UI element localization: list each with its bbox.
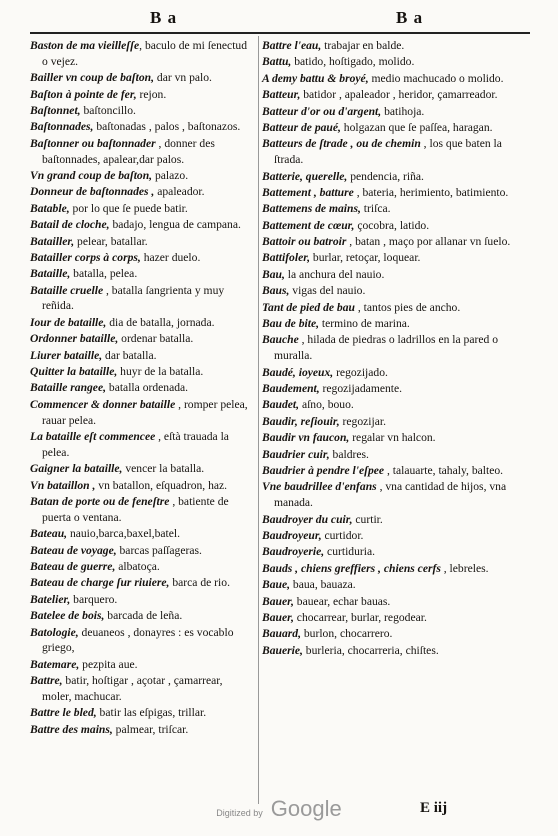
dictionary-entry	[30, 136, 254, 168]
entry-headword: Bateau,	[30, 527, 68, 541]
dictionary-entry	[262, 479, 530, 511]
dictionary-entry	[30, 494, 254, 526]
entry-definition: batir las eſpigas, trillar.	[96, 706, 207, 720]
entry-headword: Iour de bataille,	[30, 315, 107, 329]
entry-definition: regozijadamente.	[319, 382, 403, 396]
entry-definition: , talauarte, tahaly, balteo.	[384, 463, 504, 477]
dictionary-entry	[30, 364, 254, 380]
entry-definition: deuaneos , donayres : es vocablo griego,	[42, 625, 234, 655]
header-rule	[30, 32, 530, 34]
dictionary-entry	[262, 610, 530, 626]
entry-headword: Batteurs de ſtrade , ou de chemin	[262, 137, 421, 151]
entry-headword: Bauerie,	[262, 643, 303, 657]
entry-definition: regozijado.	[333, 365, 388, 379]
dictionary-entry	[30, 331, 254, 347]
entry-headword: Baudrier à pendre l'eſpee	[262, 463, 385, 477]
entry-definition: vn batallon, eſquadron, haz.	[95, 478, 228, 492]
dictionary-entry	[262, 54, 530, 70]
dictionary-entry	[30, 87, 254, 103]
entry-definition: holgazan que ſe paſſea, haragan.	[340, 120, 493, 134]
entry-headword: Battoir ou batroir	[262, 235, 347, 249]
dictionary-entry	[30, 397, 254, 429]
dictionary-entry	[30, 478, 254, 494]
entry-definition: , batiente de puerta o ventana.	[42, 494, 229, 524]
entry-headword: Battement , batture	[262, 185, 354, 199]
watermark-brand: Google	[270, 796, 342, 821]
entry-definition: batir, hoſtigar , açotar , çamarrear, moler, machucar.	[42, 674, 223, 703]
left-column	[30, 38, 254, 738]
entry-definition: baſtoncillo.	[80, 103, 136, 117]
entry-headword: Baudet,	[262, 398, 300, 412]
dictionary-entry	[262, 626, 530, 642]
entry-headword: Gaigner la bataille,	[30, 462, 123, 476]
dictionary-entry	[30, 559, 254, 575]
entry-headword: Battre,	[30, 674, 63, 688]
entry-headword: Batail de cloche,	[30, 218, 110, 232]
entry-definition: , vna cantidad de hijos, vna manada.	[274, 480, 507, 510]
entry-definition: ordenar batalla.	[118, 332, 194, 346]
dictionary-entry	[262, 250, 530, 266]
entry-headword: Donneur de baſtonnades ,	[30, 185, 155, 199]
entry-definition: , batan , maço por allanar vn ſuelo.	[346, 235, 511, 249]
dictionary-entry	[262, 136, 530, 168]
entry-headword: Bauer,	[262, 610, 294, 624]
entry-headword: La bataille eſt commencee	[30, 430, 156, 443]
entry-headword: Batelee de bois,	[30, 609, 105, 623]
dictionary-entry	[262, 283, 530, 299]
entry-headword: Baue,	[262, 578, 291, 592]
dictionary-entry	[30, 722, 254, 738]
entry-headword: Bateau de voyage,	[30, 543, 117, 557]
dictionary-entry	[262, 169, 530, 185]
entry-definition: barca de rio.	[169, 576, 230, 590]
entry-definition: , hilada de piedras o ladrillos en la pared o muralla.	[274, 333, 498, 363]
entry-headword: Ordonner bataille,	[30, 332, 119, 346]
dictionary-entry	[30, 608, 254, 624]
signature-mark: E iij	[420, 800, 448, 816]
entry-definition: burleria, chocarreria, chiſtes.	[302, 643, 439, 657]
entry-headword: Bateau de guerre,	[30, 559, 116, 573]
dictionary-entry	[30, 348, 254, 364]
entry-definition: palmear, triſcar.	[112, 722, 189, 736]
dictionary-entry	[30, 315, 254, 331]
dictionary-entry	[30, 119, 254, 135]
entry-definition: batalla, pelea.	[70, 267, 138, 281]
dictionary-entry	[262, 104, 530, 120]
dictionary-entry	[262, 447, 530, 463]
entry-definition: huyr de la batalla.	[117, 365, 204, 379]
entry-definition: pelear, batallar.	[74, 234, 148, 248]
entry-headword: Quitter la bataille,	[30, 365, 118, 379]
entry-headword: Bau,	[262, 267, 285, 281]
entry-definition: por lo que ſe puede batir.	[69, 201, 188, 215]
entry-headword: Bailler vn coup de baſton,	[30, 71, 154, 85]
entry-headword: Battre l'eau,	[262, 39, 322, 52]
dictionary-entry	[30, 283, 254, 315]
dictionary-entry	[30, 575, 254, 591]
dictionary-entry	[30, 70, 254, 86]
entry-headword: Vne baudrillee d'enfans	[262, 480, 377, 494]
entry-definition: curtidor.	[321, 528, 364, 542]
dictionary-entry	[30, 217, 254, 233]
dictionary-entry	[262, 316, 530, 332]
entry-headword: Baſtonnet,	[30, 103, 81, 117]
dictionary-entry	[262, 71, 530, 87]
entry-definition: , lebreles.	[440, 561, 489, 575]
entry-definition: dar vn palo.	[154, 71, 212, 85]
right-column	[262, 38, 530, 659]
entry-headword: Battifoler,	[262, 251, 310, 265]
entry-definition: baſtonadas , palos , baſtonazos.	[93, 120, 241, 134]
dictionary-entry	[262, 463, 530, 479]
dictionary-entry	[30, 543, 254, 559]
dictionary-entry	[262, 267, 530, 283]
entry-definition: burlon, chocarrero.	[300, 627, 393, 641]
entry-definition: , tantos pies de ancho.	[354, 300, 461, 314]
entry-definition: trabajar en balde.	[321, 39, 405, 52]
watermark	[0, 796, 558, 822]
entry-headword: Batteur d'or ou d'argent,	[262, 104, 382, 118]
entry-headword: Batemare,	[30, 657, 80, 671]
entry-definition: albatoça.	[115, 559, 160, 573]
dictionary-entry	[262, 512, 530, 528]
dictionary-entry	[262, 87, 530, 103]
dictionary-entry	[262, 300, 530, 316]
entry-headword: Baſtonnades,	[30, 120, 94, 134]
entry-definition: baua, bauaza.	[290, 578, 356, 592]
entry-definition: , bateria, herimiento, batimiento.	[353, 185, 509, 199]
entry-definition: barcada de leña.	[104, 609, 183, 623]
dictionary-entry	[262, 38, 530, 54]
dictionary-entry	[30, 673, 254, 705]
entry-definition: hazer duelo.	[140, 250, 201, 264]
dictionary-entry	[30, 657, 254, 673]
entry-definition: apaleador.	[154, 185, 205, 199]
entry-headword: Tant de pied de bau	[262, 300, 355, 314]
dictionary-entry	[262, 643, 530, 659]
entry-headword: Bataille cruelle	[30, 283, 104, 297]
entry-headword: Baudroyerie,	[262, 545, 325, 559]
entry-headword: Baus,	[262, 284, 290, 298]
entry-definition: badajo, lengua de campana.	[109, 218, 241, 232]
dictionary-entry	[262, 561, 530, 577]
entry-definition: palazo.	[152, 168, 189, 182]
entry-headword: Commencer & donner bataille	[30, 397, 176, 411]
entry-headword: Baſton à pointe de fer,	[30, 87, 137, 101]
entry-headword: Battu,	[262, 55, 292, 69]
column-divider	[258, 36, 259, 804]
dictionary-entry	[262, 120, 530, 136]
entry-headword: Bauard,	[262, 627, 301, 641]
entry-definition: , batalla ſangrienta y muy reñida.	[42, 283, 225, 313]
entry-definition: dar batalla.	[102, 348, 157, 362]
dictionary-entry	[262, 381, 530, 397]
entry-headword: Batable,	[30, 201, 70, 215]
entry-definition: vigas del nauio.	[289, 284, 366, 298]
entry-definition: , donner des baſtonnades, apalear,dar palos.	[42, 136, 215, 166]
entry-headword: Battre des mains,	[30, 722, 113, 736]
entry-headword: Batteur,	[262, 88, 301, 102]
entry-definition: pezpita aue.	[79, 657, 138, 671]
entry-headword: Bauche	[262, 333, 299, 347]
entry-headword: Bau de bite,	[262, 317, 320, 331]
entry-definition: regozijar.	[339, 414, 386, 428]
entry-headword: Baudement,	[262, 382, 320, 396]
entry-headword: Baudé, ioyeux,	[262, 365, 334, 379]
dictionary-entry	[30, 461, 254, 477]
entry-headword: Vn bataillon ,	[30, 478, 96, 492]
entry-headword: Bauer,	[262, 594, 294, 608]
entry-definition: la anchura del nauio.	[284, 267, 385, 281]
entry-definition: nauio,barca,baxel,batel.	[67, 527, 181, 541]
entry-headword: Bataille rangee,	[30, 381, 106, 395]
entry-definition: batihoja.	[381, 104, 425, 118]
entry-headword: Batteur de paué,	[262, 120, 341, 134]
dictionary-entry	[262, 185, 530, 201]
entry-definition: , romper pelea, rauar pelea.	[42, 397, 248, 427]
entry-headword: Batologie,	[30, 625, 79, 639]
entry-definition: çocobra, latido.	[354, 218, 430, 232]
dictionary-entry	[262, 332, 530, 364]
entry-headword: Baston de ma vieilleſſe	[30, 39, 140, 52]
entry-definition: baldres.	[329, 447, 369, 461]
entry-definition: barcas paſſageras.	[116, 543, 202, 557]
entry-headword: Batan de porte ou de feneſtre	[30, 494, 170, 508]
entry-headword: Battemens de mains,	[262, 202, 361, 216]
entry-definition: batido, hoſtigado, molido.	[291, 55, 415, 69]
entry-definition: pendencia, riña.	[347, 169, 424, 183]
entry-definition: rejon.	[136, 87, 167, 101]
entry-headword: Batelier,	[30, 592, 71, 606]
entry-definition: regalar vn halcon.	[349, 431, 436, 445]
entry-headword: Baudroyer du cuir,	[262, 512, 353, 526]
entry-headword: Baudir vn faucon,	[262, 431, 350, 445]
right-running-head: B a	[396, 8, 424, 27]
entry-headword: Bataille,	[30, 267, 71, 281]
dictionary-entry	[30, 168, 254, 184]
dictionary-entry	[262, 528, 530, 544]
entry-definition: dia de batalla, jornada.	[106, 315, 215, 329]
dictionary-entry	[262, 577, 530, 593]
dictionary-entry	[262, 594, 530, 610]
entry-definition: bauear, echar bauas.	[293, 594, 391, 608]
entry-definition: , eſtà trauada la pelea.	[42, 430, 229, 459]
entry-headword: Batailler,	[30, 234, 75, 248]
entry-definition: medio machucado o molido.	[368, 71, 504, 85]
entry-headword: Batailler corps à corps,	[30, 250, 141, 264]
dictionary-entry	[30, 625, 254, 657]
dictionary-entry	[262, 201, 530, 217]
entry-definition: vencer la batalla.	[122, 462, 205, 476]
entry-headword: Batterie, querelle,	[262, 169, 348, 183]
dictionary-entry	[262, 544, 530, 560]
dictionary-entry	[30, 592, 254, 608]
entry-headword: Bateau de charge ſur riuiere,	[30, 576, 170, 590]
dictionary-entry	[262, 430, 530, 446]
entry-definition: batalla ordenada.	[106, 381, 189, 395]
dictionary-entry	[30, 380, 254, 396]
left-running-head: B a	[150, 8, 178, 27]
dictionary-entry	[30, 201, 254, 217]
dictionary-entry	[30, 705, 254, 721]
entry-headword: Liurer bataille,	[30, 348, 103, 362]
entry-headword: Vn grand coup de baſton,	[30, 168, 153, 182]
entry-definition: chocarrear, burlar, regodear.	[293, 610, 427, 624]
dictionary-entry	[262, 397, 530, 413]
entry-definition: burlar, retoçar, loquear.	[310, 251, 421, 265]
dictionary-entry	[30, 526, 254, 542]
entry-headword: A demy battu & broyé,	[262, 71, 369, 85]
dictionary-entry	[30, 38, 254, 70]
entry-headword: Battre le bled,	[30, 706, 97, 720]
watermark-prefix: Digitized by	[216, 808, 263, 818]
dictionary-entry	[30, 184, 254, 200]
entry-headword: Battement de cœur,	[262, 218, 355, 232]
entry-headword: Bauds , chiens greffiers , chiens cerfs	[262, 561, 441, 575]
dictionary-entry	[30, 429, 254, 461]
entry-headword: Baudrier cuir,	[262, 447, 330, 461]
entry-definition: termino de marina.	[319, 317, 410, 331]
dictionary-entry	[30, 234, 254, 250]
dictionary-entry	[30, 250, 254, 266]
entry-definition: curtiduria.	[324, 545, 376, 559]
dictionary-entry	[262, 365, 530, 381]
dictionary-entry	[262, 218, 530, 234]
entry-headword: Baudir, reſiouir,	[262, 414, 340, 428]
dictionary-entry	[262, 414, 530, 430]
dictionary-entry	[30, 266, 254, 282]
entry-definition: triſca.	[360, 202, 391, 216]
entry-definition: , baculo de mi ſenectud o vejez.	[42, 39, 248, 68]
entry-definition: curtir.	[352, 512, 383, 526]
entry-definition: aſno, bouo.	[299, 398, 354, 412]
entry-definition: , los que baten la ſtrada.	[274, 137, 502, 167]
entry-headword: Baſtonner ou baſtonnader	[30, 136, 156, 150]
entry-definition: batidor , apaleador , heridor, çamarreador.	[300, 88, 498, 102]
dictionary-entry	[30, 103, 254, 119]
dictionary-entry	[262, 234, 530, 250]
entry-headword: Baudroyeur,	[262, 528, 322, 542]
entry-definition: barquero.	[70, 592, 118, 606]
